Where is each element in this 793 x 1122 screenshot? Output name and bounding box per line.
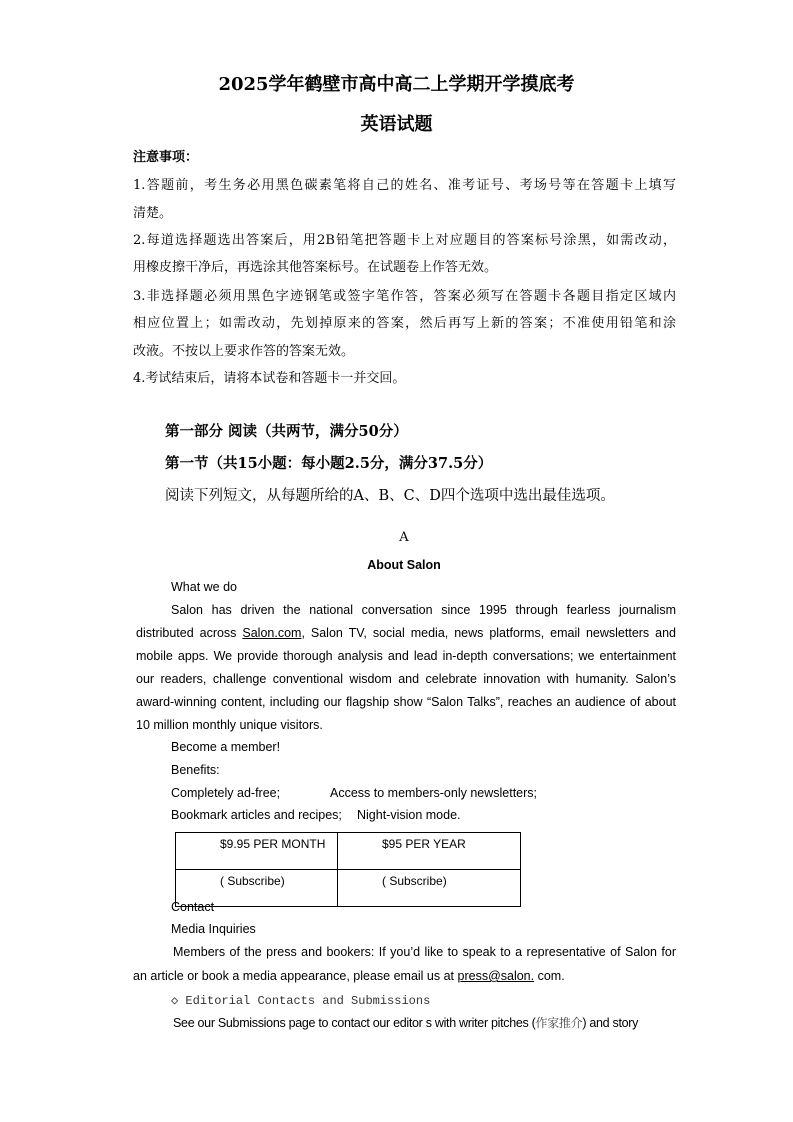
note-line: 1.答题前，考生务必用黑色碳素笔将自己的姓名、准考证号、考场号等在答题卡上填写 <box>133 178 676 193</box>
para-line: mobile apps. We provide thorough analysis and lead in-depth conversations; we entertainment <box>136 649 676 663</box>
note-line: 相应位置上；如需改动，先划掉原来的答案，然后再写上新的答案；不准使用铅笔和涂 <box>133 316 676 331</box>
note-line: 3.非选择题必须用黑色字迹钢笔或签字笔作答，答案必须写在答题卡各题目指定区域内 <box>133 289 676 304</box>
editorial-heading: ◇ Editorial Contacts and Submissions <box>171 994 431 1008</box>
note-line: 清楚。 <box>133 206 173 221</box>
price-monthly: $9.95 PER MONTH <box>176 833 338 870</box>
para-text: distributed across <box>136 626 243 640</box>
pricing-table <box>175 832 521 907</box>
what-we-do: What we do <box>171 580 238 594</box>
para-line: Salon has driven the national conversation since 1995 through fearless journalism <box>171 603 676 617</box>
para-line: Members of the press and bookers: If you’d like to speak to a representative of Salon for <box>173 945 676 959</box>
para-text: ) and story <box>582 1016 639 1030</box>
para-line <box>173 1013 638 1033</box>
page-title: 2025学年鹤壁市高中高二上学期开学摸底考 <box>218 74 575 95</box>
para-text-cn: 作家推介 <box>535 1016 583 1030</box>
section-part: 第一部分 阅读（共两节，满分50分） <box>165 423 408 440</box>
page-subtitle: 英语试题 <box>360 114 433 135</box>
become-member: Become a member! <box>171 740 281 754</box>
para-text: an article or book a media appearance, please email us at <box>133 969 458 983</box>
contact-label: Contact <box>171 900 215 914</box>
para-line: 10 million monthly unique visitors. <box>136 718 323 732</box>
para-text: , Salon TV, social media, news platforms, email newsletters and <box>301 626 676 640</box>
note-line: 4.考试结束后，请将本试卷和答题卡一并交回。 <box>133 371 406 386</box>
media-inquiries: Media Inquiries <box>171 922 256 936</box>
benefit-item: Completely ad-free; <box>171 786 281 800</box>
subscribe-yearly[interactable]: ( Subscribe) <box>338 870 521 907</box>
benefits-label: Benefits: <box>171 763 220 777</box>
benefit-item: Night-vision mode. <box>357 808 461 822</box>
section-subsection: 第一节（共15小题：每小题2.5分，满分37.5分） <box>165 455 493 472</box>
para-line: our readers, challenge conventional wisdom and celebrate innovation with humanity. Salon’s <box>136 672 676 686</box>
para-line: award-winning content, including our flagship show “Salon Talks”, reaches an audience of about <box>136 695 676 709</box>
subscribe-monthly[interactable]: ( Subscribe) <box>176 870 338 907</box>
salon-link[interactable]: Salon.com <box>242 626 302 640</box>
press-email-link[interactable]: press@salon. <box>457 969 535 983</box>
passage-heading: About Salon <box>367 558 441 572</box>
passage-letter: A <box>399 530 409 545</box>
note-line: 用橡皮擦干净后，再选涂其他答案标号。在试题卷上作答无效。 <box>133 260 498 275</box>
notes-heading: 注意事项： <box>133 150 199 165</box>
price-yearly: $95 PER YEAR <box>338 833 521 870</box>
note-line: 改液。不按以上要求作答的答案无效。 <box>133 344 355 359</box>
benefit-item: Access to members-only newsletters; <box>330 786 538 800</box>
para-text: com. <box>534 969 565 983</box>
para-text: See our Submissions page to contact our editor s with writer pitches ( <box>173 1016 536 1030</box>
para-line <box>136 623 676 643</box>
benefit-item: Bookmark articles and recipes; <box>171 808 342 822</box>
note-line: 2.每道选择题选出答案后，用2B铅笔把答题卡上对应题目的答案标号涂黑，如需改动， <box>133 233 676 248</box>
section-instruction: 阅读下列短文，从每题所给的A、B、C、D四个选项中选出最佳选项。 <box>165 488 615 504</box>
para-line <box>133 966 565 986</box>
